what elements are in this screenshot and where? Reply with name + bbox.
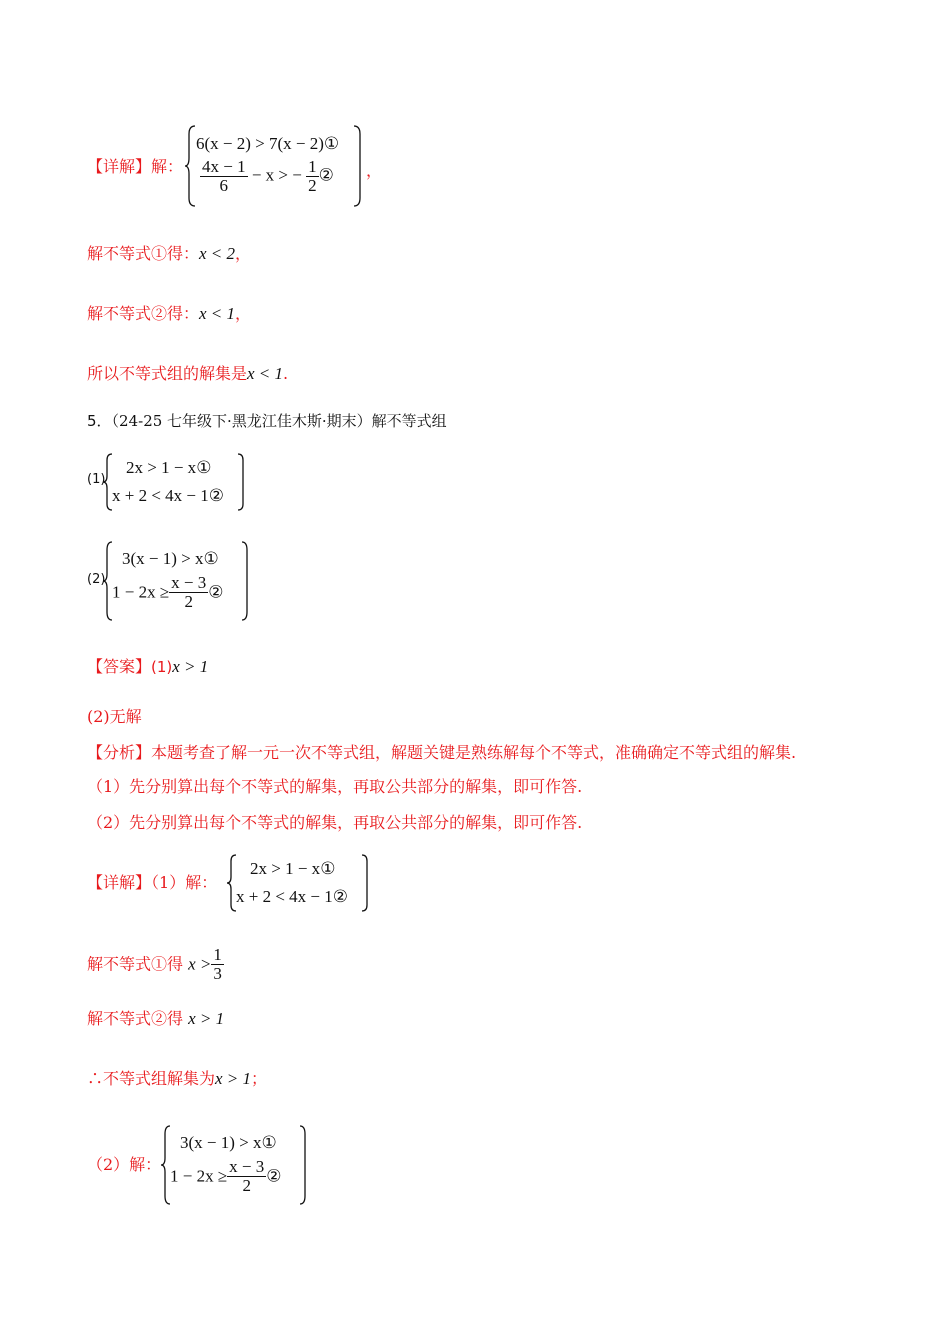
step-2: 解不等式②得：x < 1， (87, 304, 252, 323)
analysis-label: 【分析】 (87, 743, 152, 762)
answer-part1-math: x > 1 (172, 657, 209, 676)
detail-part1-intro: 【详解】（1）解： (87, 873, 218, 892)
step1-math: x < 2 (199, 244, 236, 263)
step-3: 所以不等式组的解集是x < 1. (87, 364, 289, 383)
part1-label: (1) (87, 472, 106, 487)
inequality-system-p2: 3(x − 1) > x① 1 − 2x ≥ $\frac{x - 3}{2}$ ② (104, 540, 254, 622)
answer-line-1: 【答案】(1)x > 1 (87, 657, 209, 676)
detail-therefore: ∴不等式组解集为x > 1； (87, 1069, 268, 1088)
step2-math: x < 1 (199, 304, 236, 323)
fraction-1-over-3: $\frac{1}{3}$ (213, 945, 222, 983)
trailing-comma: ， (366, 161, 383, 180)
circle-2: ② (318, 165, 334, 186)
detail-label-1 (87, 156, 183, 178)
inequality-system-d1: 2x > 1 − x① x + 2 < 4x − 1② (228, 853, 378, 913)
detail-ineq1: 解不等式①得 x > $\frac{1}{3}$ (87, 945, 222, 983)
fraction-1-over-2: $\frac{1}{2}$ (308, 157, 317, 195)
detail-part2-intro: （2）解： (87, 1155, 162, 1174)
inequality-system-1 (186, 124, 376, 208)
analysis-line: 【分析】本题考查了解一元一次不等式组，解题关键是熟练解每个不等式，准确确定不等式组的解集. (87, 743, 797, 762)
inequality-system-p1: 2x > 1 − x① x + 2 < 4x − 1② (104, 452, 254, 512)
step3-math: x < 1 (247, 364, 284, 383)
jie-text: 解： (151, 157, 184, 176)
circle-1: ① (323, 134, 340, 154)
step-1: 解不等式①得：x < 2， (87, 244, 252, 263)
fraction-4x-1-over-6: $\frac{4x - 1}{6}$ (202, 157, 246, 195)
sys1-line1: 6(x − 2) > 7(x − 2) (196, 134, 324, 153)
analysis-step-1: （1）先分别算出每个不等式的解集，再取公共部分的解集，即可作答. (87, 777, 583, 796)
answer-label: 【答案】 (87, 657, 152, 676)
detail-ineq2: 解不等式②得 x > 1 (87, 1009, 225, 1028)
part2-label: (2) (87, 572, 106, 587)
detail-bracket-label: 【详解】 (87, 157, 152, 176)
analysis-step-2: （2）先分别算出每个不等式的解集，再取公共部分的解集，即可作答. (87, 813, 583, 832)
inequality-system-d2: 3(x − 1) > x① 1 − 2x ≥ $\frac{x - 3}{2}$ ② (162, 1124, 312, 1206)
problem-source: （24-25 七年级下·黑龙江佳木斯·期末）解不等式组 (111, 412, 447, 430)
problem-number: 5． (87, 412, 112, 430)
answer-line-2: (2)无解 (87, 707, 142, 726)
detail-label: 【详解】 (87, 873, 152, 892)
sys1-line2-mid: − x > − (251, 165, 302, 185)
problem-5-header (87, 410, 447, 432)
